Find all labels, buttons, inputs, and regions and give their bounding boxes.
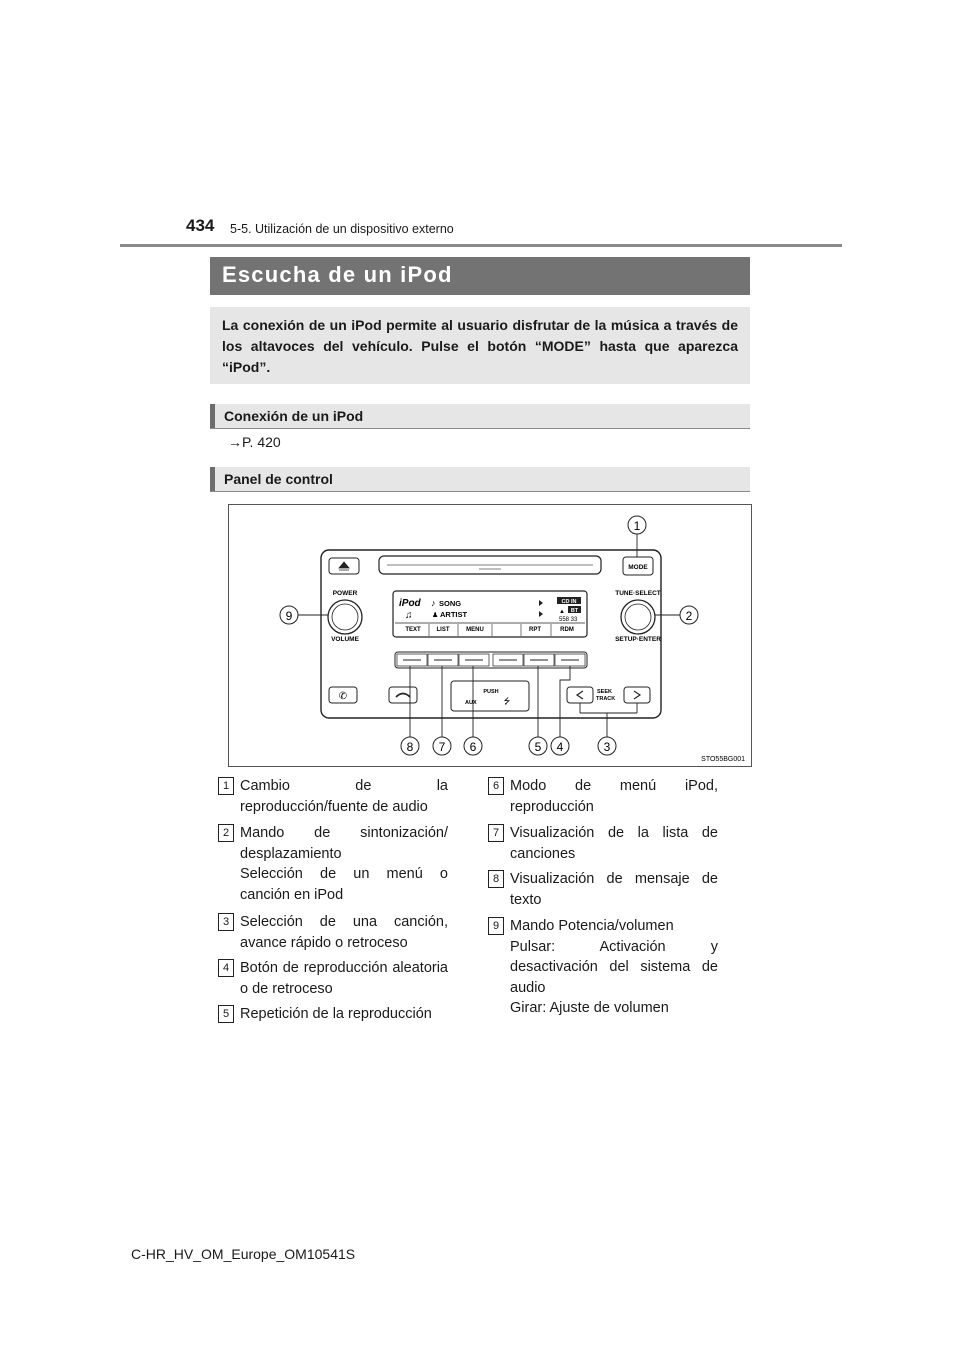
item-text: Cambio de la reproducción/fuente de audio [240,778,448,815]
volume-label: VOLUME [331,636,359,643]
item-number: 5 [218,1005,234,1023]
svg-text:3: 3 [603,740,611,754]
svg-text:4: 4 [556,740,564,754]
item-number: 1 [218,777,234,795]
svg-text:2: 2 [685,609,693,623]
figure-code: STO55BG001 [701,756,745,763]
rdm-softkey-label: RDM [560,627,574,633]
display-note-icon: ♪ [431,598,436,608]
subheading-label: Conexión de un iPod [224,408,364,424]
setup-enter-label: SETUP·ENTER [615,636,661,643]
page-title: Escucha de un iPod [222,262,453,287]
page-number: 434 [186,216,215,235]
svg-text:7: 7 [438,740,446,754]
intro-box [210,307,750,384]
item-number: 2 [218,824,234,842]
item-text: Repetición de la reproducción [240,1006,432,1022]
item-text: Mando Potencia/volumen Pulsar: Activación y desactivación del sistema de audio Girar: Ajuste de volumen [510,918,718,1016]
display-person-icon: ♟ [432,612,439,619]
display-artist: ARTIST [440,610,468,619]
display-bt: BT [570,608,579,614]
svg-text:8: 8 [406,740,414,754]
subheading-label: Panel de control [224,471,333,487]
subheading-marker [210,467,215,491]
seek-label: SEEK [597,689,612,695]
section-breadcrumb: 5-5. Utilización de un dispositivo externo [230,222,454,236]
svg-text:6: 6 [469,740,477,754]
header-rule [120,244,842,247]
seek-prev-button[interactable] [567,687,593,703]
page-reference: →P. 420 [228,434,281,450]
seek-next-button[interactable] [624,687,650,703]
display-time: 558 33 [559,617,578,623]
svg-text:9: 9 [285,609,293,623]
display-music-icon: ♫ [405,610,413,621]
push-label: PUSH [483,689,499,695]
item-text: Visualización de la lista de canciones [510,825,718,862]
item-number: 9 [488,917,504,935]
intro-text: La conexión de un iPod permite al usuario disfrutar de la música a través de los altavoces del vehículo. Pulse el botón “MODE” hasta que aparezca “iPod”. [222,317,738,375]
footer-doc-code: C-HR_HV_OM_Europe_OM10541S [131,1246,356,1262]
subheading-connection [210,404,750,429]
power-volume-knob[interactable] [328,600,362,634]
subheading-marker [210,404,215,428]
item-text: Visualización de mensaje de texto [510,871,718,908]
svg-text:5: 5 [534,740,542,754]
display-song: SONG [439,599,462,608]
item-text: Selección de una canción, avance rápido o retroceso [240,914,448,951]
aux-usb-port [451,681,529,711]
mode-label: MODE [628,564,648,571]
aux-label: AUX [465,700,477,706]
item-number: 7 [488,824,504,842]
display-signal-icon: ▲ [559,609,565,615]
rpt-softkey-label: RPT [529,627,541,633]
svg-text:1: 1 [633,519,641,533]
item-text: Botón de reproducción aleatoria o de retroceso [240,960,448,997]
phone-hangup-button[interactable] [389,687,417,703]
item-number: 4 [218,959,234,977]
item-text: Modo de menú iPod, reproducción [510,778,718,815]
tune-select-knob[interactable] [621,600,655,634]
list-softkey-label: LIST [436,627,450,633]
item-number: 6 [488,777,504,795]
track-label: TRACK [596,696,616,702]
tune-select-label: TUNE·SELECT [615,590,661,597]
item-number: 3 [218,913,234,931]
power-label: POWER [332,590,358,597]
item-text: Mando de sintonización/ desplazamiento Selección de un menú o canción en iPod [240,825,448,903]
subheading-control-panel [210,467,750,492]
control-panel-figure [228,504,752,767]
display-cd-in: CD IN [561,599,577,605]
title-bar [210,257,750,295]
display-ipod: iPod [399,598,421,609]
item-number: 8 [488,870,504,888]
usb-icon: ⭍ [503,697,511,706]
phone-pickup-icon: ✆ [338,691,348,702]
menu-softkey-label: MENU [466,627,484,633]
text-softkey-label: TEXT [405,627,421,633]
